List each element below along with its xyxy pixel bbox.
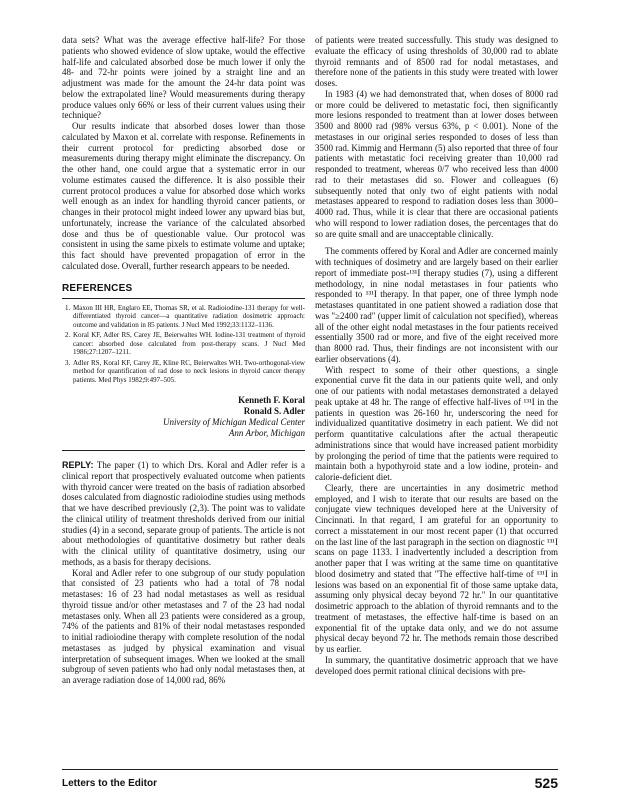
references-rule [62,298,305,299]
reference-item: 2. Koral KF, Adler RS, Carey JE, Beierwaltes WH. Iodine-131 treatment of thyroid cancer: absorbed dose calculated from post-therapy scans. J Nucl Med 1986;27:1207–1211. [72,331,305,357]
author-location: Ann Arbor, Michigan [228,428,305,438]
section-separator [62,450,305,451]
author-affiliation: University of Michigan Medical Center [163,417,305,427]
author-name: Ronald S. Adler [243,406,305,416]
body-paragraph: With respect to some of their other questions, a single exponential curve fit the data in our patients quite well, and only one of our patients with nodal metastases demonstrated a delayed peak uptake at 48 hr. The range of effective half-lives of ¹³¹I in the patients in question was 26-160 hr, underscoring the need for individualized quantitative dosimetry in each patient. We did not perform quantitative calculations after the actual therapeutic administrations since that would have increased patient morbidity by prolonging the period of time that the patients were required to maintain both a hypothyroid state and a low iodine, protein- and calorie-deficient diet. [315,364,558,482]
page-number: 525 [534,775,558,791]
body-paragraph: In 1983 (4) we had demonstrated that, when doses of 8000 rad or more could be delivered to metastatic foci, then significantly more lesions responded to treatment than at lower doses between 3500 and 8000 rad (98% versus 63%, p < 0.001). None of the metastases in our original series responded to doses of less than 3500 rad. Kimmig and Hermann (5) also reported that three of four patients with metastatic foci receiving greater than 10,000 rad responded to treatment, whereas 0/7 who received less than 4000 rad to their metastases did so. Flower and colleagues (6) subsequently noted that only two of eight patients with nodal metastases appeared to respond to radiation doses less than 3000–4000 rad. Thus, while it is clear that there are occasional patients who will respond to lower radiation doses, the percentages that do so are quite small and are unacceptable clinically. [315,88,558,239]
right-column [315,35,558,676]
signature-block [62,395,305,439]
reference-item: 1. Maxon III HR, Englaro EE, Thomas SR, et al. Radioiodine-131 therapy for well-differentiated thyroid cancer—a quantitative radiation dosimetric approach: outcome and validation in 85 patients. J Nucl Med 1992;33:1132–1136. [72,304,305,330]
reference-item: 3. Adler RS, Koral KF, Carey JE, Kline RC, Beierwaltes WH. Two-orthogonal-view method for quantification of rad dose to neck lesions in thyroid cancer therapy patients. Med Phys 1982;9:497–505. [72,359,305,385]
body-paragraph: Our results indicate that absorbed doses lower than those calculated by Maxon et al. correlate with response. Refinements in their current protocol for predicting absorbed dose or measurements during therapy might eliminate the discrepancy. On the other hand, one could argue that a systematic error in our volume estimates caused the difference. It is also possible their current protocol produces a value for absorbed dose which works well enough as an index for handling thyroid cancer patients, or changes in their protocol might indeed lower any upward bias but, unfortunately, increase the variance of the calculated absorbed dose and thus be of questionable value. Our protocol was consistent in using the same pixels to estimate volume and uptake; this fact should have prevented propagation of error in the calculated dose. Overall, further research appears to be needed. [62,121,305,271]
page-footer [62,769,558,791]
body-paragraph: Koral and Adler refer to one subgroup of our study population that consisted of 23 patients who had a total of 78 nodal metastases: 16 of 23 had nodal metastases as well as residual thyroid tissue and/or other metastases and 7 of the 23 had nodal metastases only. When all 23 patients were considered as a group, 74% of the patients and 81% of their nodal metastases responded to initial radioiodine therapy with complete resolution of the nodal metastases as judged by physical examination and visual interpretation of subsequent images. When we looked at the small subgroup of seven patients who had only nodal metastases then, at an average radiation dose of 14,000 rad, 86% [62,567,305,685]
body-paragraph: Clearly, there are uncertainties in any dosimetric method employed, and I wish to iterate that our results are based on the conjugate view techniques developed here at the University of Cincinnati. In that regard, I am grateful for an opportunity to correct a misstatement in our most recent paper (1) that occurred on the last line of the last paragraph in the section on diagnostic ¹³¹I scans on page 1133. I inadvertently included a description from another paper that I was writing at the same time on quantitative blood dosimetry and stated that "The effective half-time of ¹³¹I in lesions was based on an exponential fit of those same uptake data, assuming only physical decay beyond 72 hr." In our quantitative dosimetric approach to the ablation of thyroid remnants and to the treatment of metastases, the effective half-time is based on an exponential fit of the uptake data only, and we do not assume physical decay beyond 72 hr. The methods remain those described by us earlier. [315,482,558,654]
author-name: Kenneth F. Koral [238,395,305,405]
body-paragraph: data sets? What was the average effective half-life? For those patients who showed evidence of slow uptake, would the effective half-life and calculated absorbed dose be much lower if only the 48- and 72-hr points were joined by a straight line and an adjustment was made for the amount the 24-hr data point was below the extrapolated line? Would measurements during therapy produce values only 66% or less of their current values using their technique? [62,35,305,121]
reference-list [62,304,305,385]
body-paragraph: of patients were treated successfully. This study was designed to evaluate the efficacy of using thresholds of 30,000 rad to ablate thyroid remnants and of 8500 rad for nodal metastases, and therefore none of the patients in this study were treated with lower doses. [315,35,558,88]
reply-paragraph [62,460,305,568]
body-paragraph: In summary, the quantitative dosimetric approach that we have developed does permit rational clinical decisions with pre- [315,654,558,676]
left-column [62,35,305,686]
references-heading: REFERENCES [62,282,133,294]
body-paragraph: The comments offered by Koral and Adler are concerned mainly with techniques of dosimetry and are largely based on their earlier report of immediate post-¹³¹I therapy studies (7), using a different methodology, in nine nodal metastases in four patients who responded to ¹³¹I therapy. In that paper, one of three lymph node metastases quantitated in one patient showed a radiation dose that was "≥2400 rad" (upper limit of calculation not specified), whereas all of the other eight nodal metastases in the four patients received essentially 3500 rad or more, and five of the eight received more than 8000 rad. Thus, their findings are not inconsistent with our earlier observations (4). [315,246,558,364]
footer-section-title: Letters to the Editor [62,778,158,789]
reply-text: The paper (1) to which Drs. Koral and Adler refer is a clinical report that prospectively evaluated outcome when patients with thyroid cancer were treated on the basis of radiation absorbed doses calculated from diagnostic radioiodine studies using methods that we have described previously (2,3). The point was to validate the clinical utility of treatment thresholds derived from our initial studies (4) in a second, separate group of patients. The article is not about methodologies of quantitative dosimetry but rather deals with the clinical utility of quantitative dosimetry, using our methods, as a basis for therapy decisions. [62,460,305,567]
reply-lead: REPLY: [62,460,94,470]
